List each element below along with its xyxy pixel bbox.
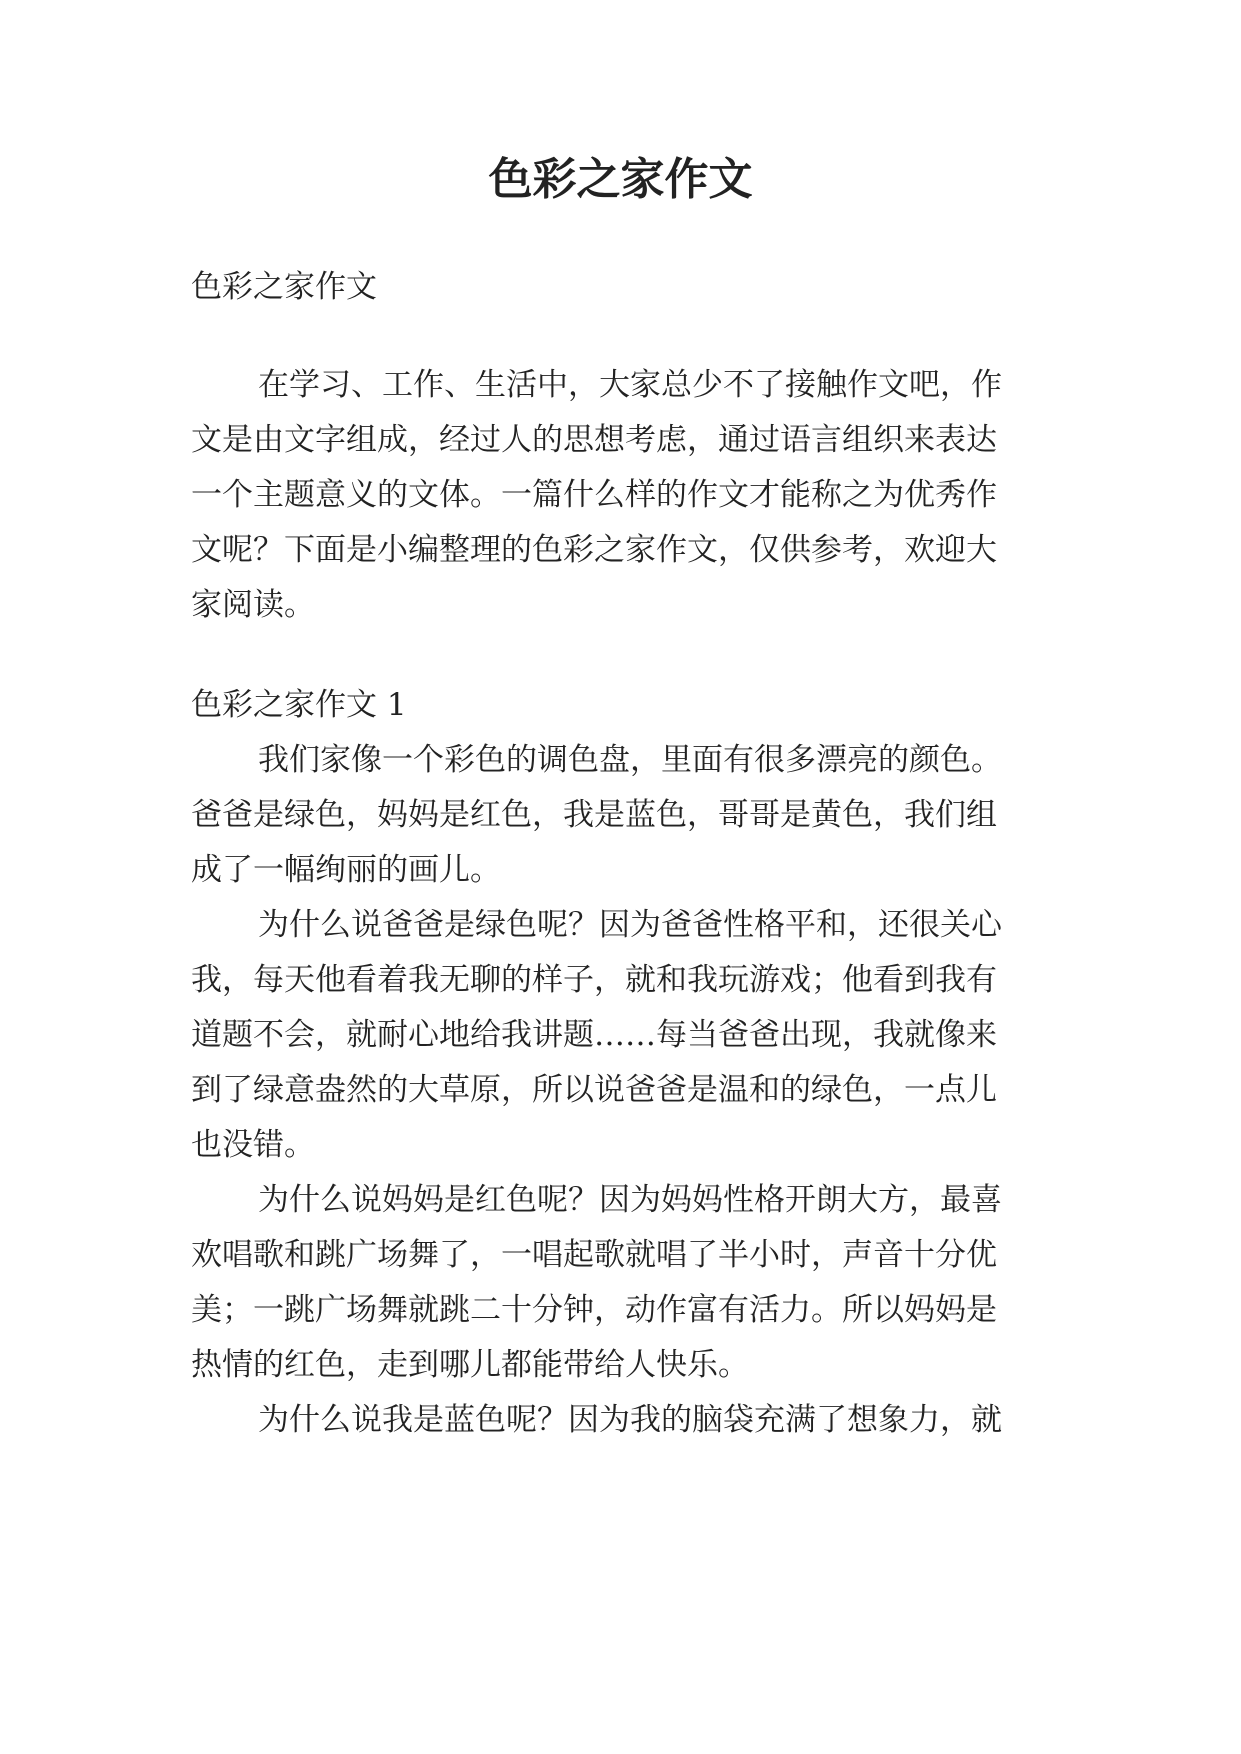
document-subtitle: 色彩之家作文 [191, 269, 377, 305]
paragraph-line: 我，每天他看着我无聊的样子，就和我玩游戏；他看到我有 [191, 962, 997, 998]
paragraph-line: 美；一跳广场舞就跳二十分钟，动作富有活力。所以妈妈是 [191, 1292, 997, 1328]
paragraph-line: 为什么说我是蓝色呢？因为我的脑袋充满了想象力，就 [258, 1402, 1002, 1438]
intro-line: 文呢？下面是小编整理的色彩之家作文，仅供参考，欢迎大 [191, 532, 997, 568]
intro-line: 文是由文字组成，经过人的思想考虑，通过语言组织来表达 [191, 422, 997, 458]
paragraph-line: 欢唱歌和跳广场舞了，一唱起歌就唱了半小时，声音十分优 [191, 1237, 997, 1273]
document-title: 色彩之家作文 [488, 154, 753, 205]
paragraph-line: 为什么说爸爸是绿色呢？因为爸爸性格平和，还很关心 [258, 907, 1002, 943]
intro-line: 一个主题意义的文体。一篇什么样的作文才能称之为优秀作 [191, 477, 997, 513]
section-heading: 色彩之家作文 1 [191, 687, 407, 723]
paragraph-line: 热情的红色，走到哪儿都能带给人快乐。 [191, 1347, 749, 1383]
intro-line: 家阅读。 [191, 587, 315, 623]
paragraph-line: 成了一幅绚丽的画儿。 [191, 852, 501, 888]
paragraph-line: 爸爸是绿色，妈妈是红色，我是蓝色，哥哥是黄色，我们组 [191, 797, 997, 833]
paragraph-line: 为什么说妈妈是红色呢？因为妈妈性格开朗大方，最喜 [258, 1182, 1002, 1218]
intro-line: 在学习、工作、生活中，大家总少不了接触作文吧，作 [258, 367, 1002, 403]
paragraph-line: 到了绿意盎然的大草原，所以说爸爸是温和的绿色，一点儿 [191, 1072, 997, 1108]
paragraph-line: 我们家像一个彩色的调色盘，里面有很多漂亮的颜色。 [258, 742, 1002, 778]
paragraph-line: 道题不会，就耐心地给我讲题……每当爸爸出现，我就像来 [191, 1017, 997, 1053]
paragraph-line: 也没错。 [191, 1127, 315, 1163]
